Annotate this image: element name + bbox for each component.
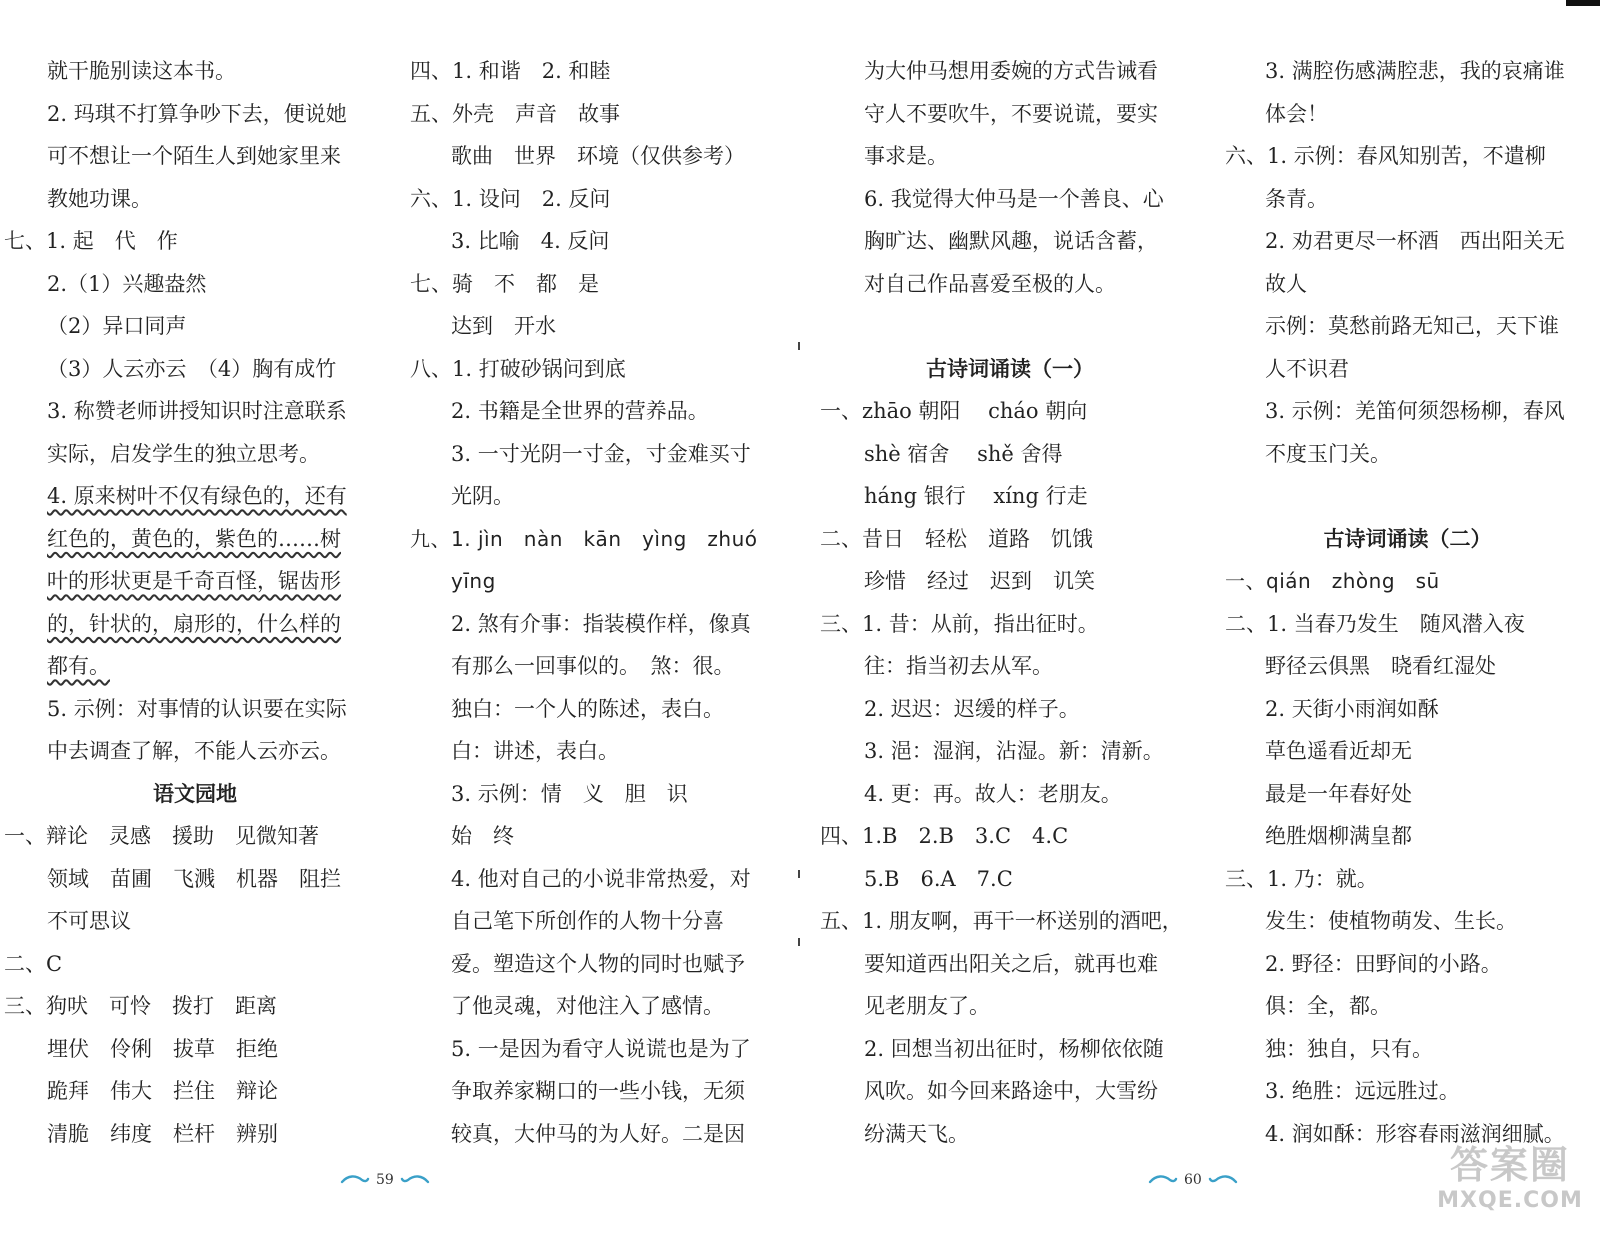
text-line: 纷满天飞。	[864, 1121, 969, 1146]
text-line: 可不想让一个陌生人到她家里来	[47, 144, 341, 168]
text-line: 发生：使植物萌发、生长。	[1265, 909, 1517, 933]
pinyin-line: shè 宿舍 shě 舍得	[864, 441, 1063, 466]
spacer	[1225, 475, 1590, 518]
wave-ornament-icon	[1208, 1173, 1238, 1187]
text-line: 故人	[1265, 271, 1307, 296]
text-line: 领域 苗圃 飞溅 机器 阻拦	[47, 866, 341, 891]
spine-mark	[798, 938, 800, 946]
text-line: 3. 示例：羌笛何须怨杨柳，春风	[1265, 399, 1565, 423]
text-line: 5.B 6.A 7.C	[864, 866, 1013, 891]
text-line-underlined: 4. 原来树叶不仅有绿色的，还有	[47, 484, 347, 508]
text-line: 草色遥看近却无	[1265, 739, 1412, 763]
text-line: 实际，启发学生的独立思考。	[47, 441, 320, 466]
text-line: 光阴。	[451, 484, 514, 508]
text-line: 要知道西出阳关之后，就再也难	[864, 951, 1158, 976]
wave-ornament-icon	[1148, 1173, 1178, 1187]
text-line: 条青。	[1265, 186, 1328, 211]
text-line: 爱。塑造这个人物的同时也赋予	[451, 951, 745, 976]
text-line: 中去调查了解，不能人云亦云。	[47, 739, 341, 763]
pinyin-line: 一、qián zhòng sū	[1225, 569, 1440, 593]
text-line: 俱：全，都。	[1265, 994, 1391, 1018]
section-heading: 三、1. 乃：就。	[1225, 866, 1378, 891]
spine-mark	[798, 342, 800, 350]
text-line: 对自己作品喜爱至极的人。	[864, 271, 1116, 296]
text-line: 不可思议	[47, 909, 131, 933]
section-heading: 三、1. 昔：从前，指出征时。	[820, 611, 1099, 636]
text-line: 胸旷达、幽默风趣，说话含蓄，	[864, 229, 1158, 253]
text-line-underlined: 叶的形状更是千奇百怪，锯齿形	[47, 569, 341, 593]
text-line: 野径云俱黑 晓看红湿处	[1265, 654, 1496, 678]
watermark-logo-text: 答案圈	[1449, 1143, 1570, 1187]
text-line: 较真，大仲马的为人好。二是因	[451, 1121, 745, 1146]
text-line: 事求是。	[864, 144, 948, 168]
text-line: 珍惜 经过 迟到 讥笑	[864, 569, 1095, 593]
text-line: 示例：莫愁前路无知己，天下谁	[1265, 314, 1559, 338]
page-number-text: 59	[376, 1172, 394, 1188]
section-title: 语文园地	[153, 780, 237, 806]
text-line: 4. 他对自己的小说非常热爱，对	[451, 866, 751, 891]
text-line: 清脆 纬度 栏杆 辨别	[47, 1121, 278, 1146]
text-line: 3. 称赞老师讲授知识时注意联系	[47, 399, 347, 423]
text-line: 3. 比喻 4. 反问	[451, 229, 610, 253]
pinyin-line: 一、zhāo 朝阳 cháo 朝向	[820, 399, 1088, 423]
text-line: 3. 浥：湿润，沾湿。新：清新。	[864, 739, 1164, 763]
text-line: 跪拜 伟大 拦住 辩论	[47, 1079, 278, 1103]
text-line: 6. 我觉得大仲马是一个善良、心	[864, 186, 1164, 211]
page-number-right	[1148, 1168, 1238, 1192]
text-line-underlined: 都有。	[47, 654, 110, 678]
text-line: 2. 迟迟：迟缓的样子。	[864, 696, 1080, 721]
section-heading: 三、狗吠 可怜 拨打 距离	[4, 994, 277, 1018]
section-heading: 七、1. 起 代 作	[4, 229, 178, 253]
column-1	[0, 50, 370, 1155]
text-line: 3. 一寸光阴一寸金，寸金难买寸	[451, 441, 751, 466]
column-3	[820, 50, 1200, 1155]
text-line: 埋伏 伶俐 拔草 拒绝	[47, 1036, 278, 1061]
text-line: 达到 开水	[451, 314, 556, 338]
text-line: 自己笔下所创作的人物十分喜	[451, 909, 724, 933]
text-line: 守人不要吹牛，不要说谎，要实	[864, 101, 1158, 126]
text-line: 教她功课。	[47, 186, 152, 211]
text-line: 人不识君	[1265, 356, 1349, 381]
pinyin-line: 九、1. jìn nàn kān yìng zhuó	[410, 526, 758, 551]
section-title: 古诗词诵读（二）	[1323, 525, 1492, 551]
text-line: 歌曲 世界 环境（仅供参考）	[451, 144, 745, 168]
pinyin-line: háng 银行 xíng 行走	[864, 484, 1088, 508]
text-line: 2. 书籍是全世界的营养品。	[451, 399, 709, 423]
text-line: 2. 煞有介事：指装模作样，像真	[451, 611, 751, 636]
text-line: 不度玉门关。	[1265, 441, 1391, 466]
wave-ornament-icon	[400, 1173, 430, 1187]
section-heading: 二、昔日 轻松 道路 饥饿	[820, 526, 1093, 551]
text-line: 3. 绝胜：远远胜过。	[1265, 1079, 1460, 1103]
text-line: 2. 野径：田野间的小路。	[1265, 951, 1502, 976]
text-line: 绝胜烟柳满皇都	[1265, 824, 1412, 848]
text-line: 2. 天街小雨润如酥	[1265, 696, 1439, 721]
text-line-underlined: 红色的，黄色的，紫色的……树	[47, 526, 341, 551]
section-heading: 六、1. 设问 2. 反问	[410, 186, 611, 211]
section-heading: 八、1. 打破砂锅问到底	[410, 356, 626, 381]
text-line-underlined: 的，针状的，扇形的，什么样的	[47, 611, 341, 636]
section-heading: 二、C	[4, 951, 63, 976]
text-line: 最是一年春好处	[1265, 781, 1412, 806]
text-line: 了他灵魂，对他注入了感情。	[451, 994, 724, 1018]
text-line: 5. 一是因为看守人说谎也是为了	[451, 1036, 751, 1061]
column-4	[1225, 50, 1590, 1155]
text-line: 3. 满腔伤感满腔悲，我的哀痛谁	[1265, 59, 1565, 83]
text-line: 2. 回想当初出征时，杨柳依依随	[864, 1036, 1164, 1061]
section-heading: 四、1.B 2.B 3.C 4.C	[820, 824, 1069, 848]
page-number-left	[340, 1168, 430, 1192]
text-line: （3）人云亦云 （4）胸有成竹	[47, 356, 337, 381]
text-line: 有那么一回事似的。 煞：很。	[451, 654, 735, 678]
text-line: 2. 玛琪不打算争吵下去，便说她	[47, 101, 347, 126]
section-heading: 二、1. 当春乃发生 随风潜入夜	[1225, 611, 1525, 636]
section-heading: 四、1. 和谐 2. 和睦	[410, 59, 611, 83]
section-heading: 一、辩论 灵感 援助 见微知著	[4, 824, 319, 848]
page-number-text: 60	[1184, 1172, 1202, 1188]
text-line: 就干脆别读这本书。	[47, 59, 236, 83]
text-line: 4. 更：再。故人：老朋友。	[864, 781, 1122, 806]
text-line: （2）异口同声	[47, 314, 187, 338]
site-watermark	[1430, 1142, 1590, 1222]
section-heading: 五、1. 朋友啊，再干一杯送别的酒吧，	[820, 909, 1183, 933]
section-heading: 五、外壳 声音 故事	[410, 101, 620, 126]
section-title: 古诗词诵读（一）	[926, 355, 1094, 381]
text-line: 5. 示例：对事情的认识要在实际	[47, 696, 347, 721]
text-line: 独：独自，只有。	[1265, 1036, 1433, 1061]
pinyin-line: yīng	[451, 569, 496, 593]
text-line: 2.（1）兴趣盎然	[47, 271, 207, 296]
wave-ornament-icon	[340, 1173, 370, 1187]
text-line: 见老朋友了。	[864, 994, 990, 1018]
spacer	[820, 305, 1200, 348]
watermark-url: MXQE.COM	[1437, 1188, 1583, 1213]
column-2	[410, 50, 790, 1155]
top-edge-bar	[1566, 0, 1600, 6]
text-line: 2. 劝君更尽一杯酒 西出阳关无	[1265, 229, 1565, 253]
text-line: 白：讲述，表白。	[451, 739, 619, 763]
text-line: 为大仲马想用委婉的方式告诫看	[864, 59, 1158, 83]
section-heading: 六、1. 示例：春风知别苦，不遣柳	[1225, 144, 1546, 168]
text-line: 体会！	[1265, 101, 1328, 126]
text-line: 风吹。如今回来路途中，大雪纷	[864, 1079, 1158, 1103]
text-line: 往：指当初去从军。	[864, 654, 1053, 678]
text-line: 独白：一个人的陈述，表白。	[451, 696, 724, 721]
text-line: 3. 示例：情 义 胆 识	[451, 781, 688, 806]
text-line: 争取养家糊口的一些小钱，无须	[451, 1079, 745, 1103]
spine-mark	[798, 870, 800, 878]
text-line: 始 终	[451, 824, 514, 848]
text-line: 4. 润如酥：形容春雨滋润细腻。	[1265, 1121, 1565, 1146]
section-heading: 七、骑 不 都 是	[410, 271, 599, 296]
